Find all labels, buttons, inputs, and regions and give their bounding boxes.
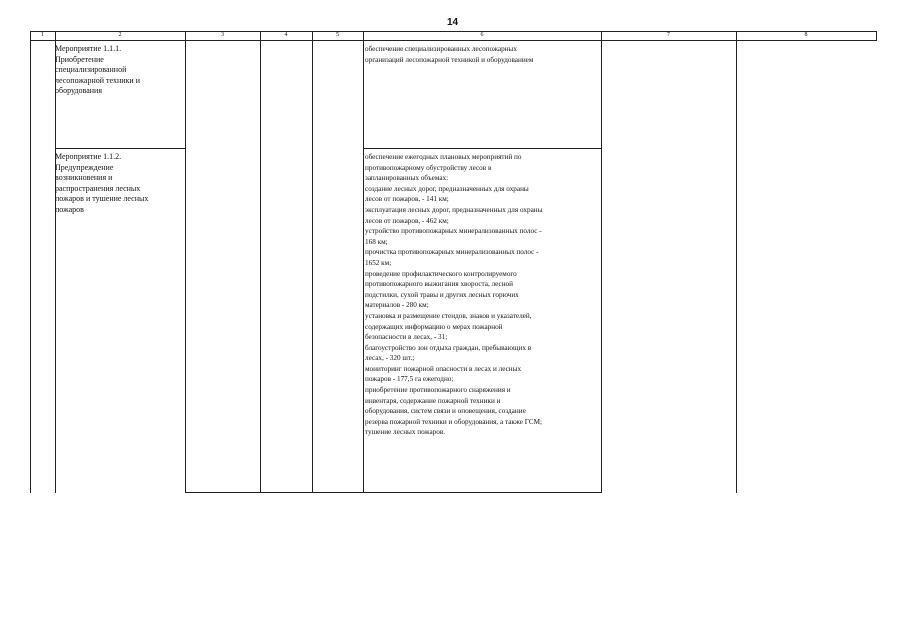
table-top-border bbox=[30, 31, 876, 32]
row2-description-line: 1652 км; bbox=[365, 258, 392, 267]
row2-activity-line: пожаров bbox=[55, 204, 84, 214]
row2-description-line: инвентаря, содержание пожарной техники и bbox=[365, 396, 501, 405]
row2-activity-line: пожаров и тушение лесных bbox=[55, 194, 149, 204]
vline-1 bbox=[55, 31, 56, 493]
bottom-border-mid bbox=[185, 492, 601, 493]
row2-description-line: лесов от пожаров, - 462 км; bbox=[365, 216, 449, 225]
vline-6 bbox=[601, 31, 602, 493]
header-col-4: 4 bbox=[284, 32, 288, 38]
row2-description-line: мониторинг пожарной опасности в лесах и лесных bbox=[365, 364, 522, 373]
row2-description-line: 168 км; bbox=[365, 237, 388, 246]
row2-activity-line: распространения лесных bbox=[55, 183, 141, 193]
row2-description-line: оборудования, систем связи и оповещения, создание bbox=[365, 407, 526, 416]
header-col-3: 3 bbox=[221, 32, 224, 38]
row2-activity-name bbox=[55, 152, 183, 216]
header-col-2: 2 bbox=[118, 32, 122, 38]
row2-activity-line: возникновения и bbox=[55, 173, 113, 183]
row1-description bbox=[365, 44, 600, 65]
row2-description-line: установка и размещение стендов, знаков и указателей, bbox=[365, 311, 532, 320]
row-divider-col2 bbox=[55, 148, 185, 149]
header-col-8: 8 bbox=[804, 32, 808, 38]
row2-description-line: создание лесных дорог, предназначенных для охраны bbox=[365, 184, 529, 193]
header-bottom-border bbox=[30, 40, 876, 41]
row2-description-line: пожаров - 177,5 га ежегодно; bbox=[365, 375, 454, 384]
row2-description-line: подстилки, сухой травы и других лесных горючих bbox=[365, 290, 519, 299]
row2-description-line: эксплуатация лесных дорог, предназначенных для охраны bbox=[365, 205, 543, 214]
vline-5 bbox=[363, 31, 364, 493]
header-col-7: 7 bbox=[667, 32, 670, 38]
row2-description-line: приобретение противопожарного снаряжения и bbox=[365, 386, 511, 395]
header-col-5: 5 bbox=[336, 32, 339, 38]
vline-4 bbox=[312, 31, 313, 493]
row-divider-col6 bbox=[363, 148, 601, 149]
vline-7 bbox=[736, 31, 737, 493]
row1-activity-line: лесопожарной техники и bbox=[55, 75, 140, 85]
row2-description-line: резерва пожарной техники и оборудования, а также ГСМ; bbox=[365, 417, 542, 426]
row2-description-line: лесах, - 320 шт.; bbox=[365, 354, 415, 363]
row1-activity-line: оборудования bbox=[55, 86, 102, 96]
row2-description-line: прочистка противопожарных минерализованных полос - bbox=[365, 248, 539, 257]
row2-description-line: лесов от пожаров, - 141 км; bbox=[365, 195, 449, 204]
header-col-6: 6 bbox=[480, 32, 484, 38]
row2-description bbox=[365, 152, 600, 438]
vline-2 bbox=[185, 31, 186, 493]
header-col-1: 1 bbox=[41, 32, 44, 38]
row2-description-line: безопасности в лесах, - 31; bbox=[365, 333, 448, 342]
vline-left bbox=[30, 31, 31, 493]
row2-description-line: обеспечение ежегодных плановых мероприятий по bbox=[365, 153, 522, 161]
row1-activity-line: Мероприятие 1.1.1. bbox=[55, 44, 122, 53]
row2-description-line: противопожарного выжигания хвороста, лесной bbox=[365, 280, 513, 289]
vline-right bbox=[876, 31, 877, 41]
page-number: 14 bbox=[446, 17, 459, 28]
row1-description-line: обеспечение специализированных лесопожарных bbox=[365, 45, 517, 53]
row1-activity-name bbox=[55, 44, 183, 97]
row2-description-line: устройство противопожарных минерализованных полос - bbox=[365, 227, 542, 236]
row2-activity-line: Мероприятие 1.1.2. bbox=[55, 152, 122, 161]
row2-description-line: проведение профилактического контролируемого bbox=[365, 269, 517, 278]
vline-3 bbox=[260, 31, 261, 493]
row2-description-line: материалов - 280 км; bbox=[365, 301, 429, 310]
row2-activity-line: Предупреждение bbox=[55, 162, 114, 172]
row1-description-line: организаций лесопожарной техникой и оборудованием bbox=[365, 55, 534, 64]
row2-description-line: содержащих информацию о мерах пожарной bbox=[365, 322, 503, 331]
row1-activity-line: специализированной bbox=[55, 65, 127, 75]
row2-description-line: запланированных объемах: bbox=[365, 174, 449, 183]
row1-activity-line: Приобретение bbox=[55, 54, 104, 64]
row2-description-line: противопожарному обустройству лесов в bbox=[365, 163, 492, 172]
row2-description-line: благоустройство зон отдыха граждан, пребывающих в bbox=[365, 343, 532, 352]
row2-description-line: тушение лесных пожаров. bbox=[365, 428, 446, 437]
